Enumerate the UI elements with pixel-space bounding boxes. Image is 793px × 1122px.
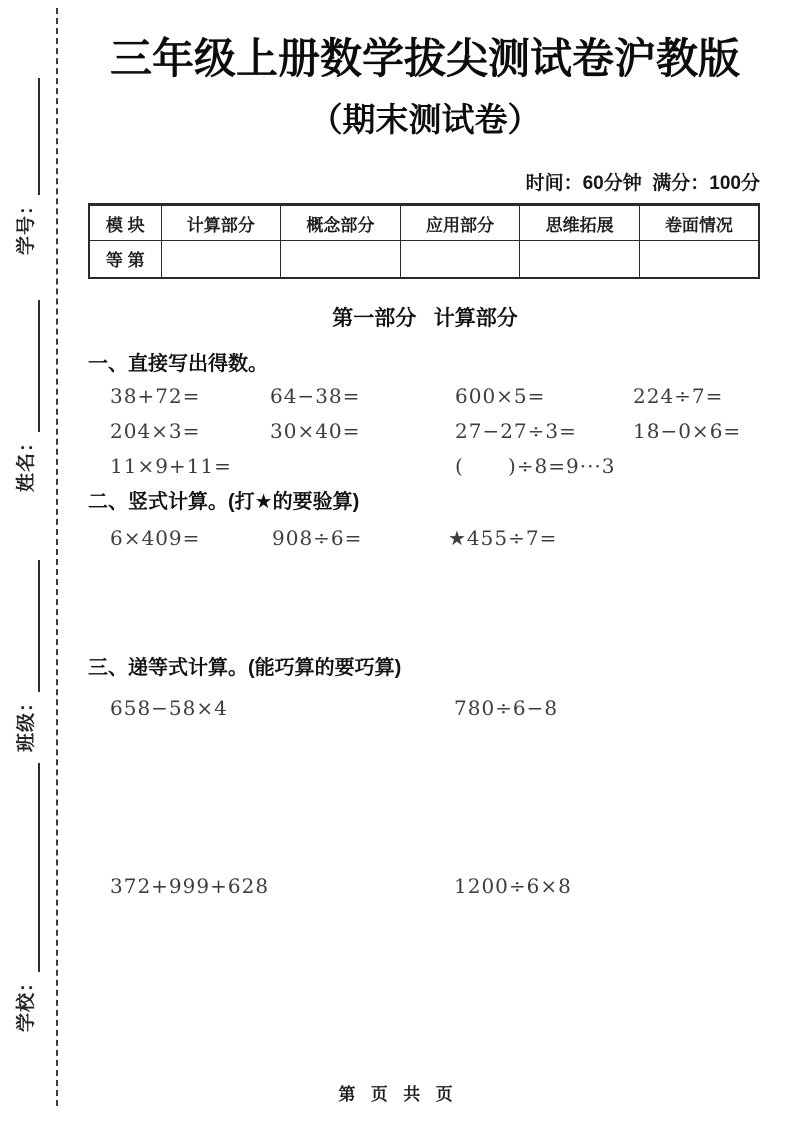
section1-title: 一、直接写出得数。 [88, 353, 268, 375]
problem: 658−58×4 [110, 696, 228, 720]
grade-cell [639, 241, 759, 278]
problem: 6×409= [110, 526, 201, 550]
score-table [88, 203, 762, 279]
problem: 11×9+11= [110, 454, 232, 478]
name-label: 姓名： [16, 431, 37, 492]
page-footer: 第 页 共 页 [338, 1085, 455, 1104]
score-table-grade-row [89, 241, 759, 278]
problem: 30×40= [270, 419, 361, 443]
score-header-presentation: 卷面情况 [639, 205, 759, 241]
school-blank-line [10, 763, 40, 972]
problem: 18−0×6= [633, 419, 742, 443]
section1-problems [88, 384, 762, 489]
score-header-concept: 概念部分 [281, 205, 401, 241]
grade-cell [281, 241, 401, 278]
grade-cell [520, 241, 640, 278]
class-label: 班级： [16, 691, 37, 752]
class-blank-line [10, 560, 40, 692]
school-label: 学校： [16, 971, 37, 1032]
score-header-module: 模 块 [89, 205, 161, 241]
score-header-thinking: 思维拓展 [520, 205, 640, 241]
problem: 780÷6−8 [454, 696, 559, 720]
binding-dashed-line [56, 8, 58, 1106]
score-table-header-row [89, 205, 759, 241]
problem: ( )÷8=9···3 [455, 454, 616, 478]
grade-cell [400, 241, 520, 278]
name-blank-line [10, 300, 40, 432]
sidebar-item-school [10, 763, 40, 1032]
section2-title: 二、竖式计算。(打★的要验算) [88, 491, 360, 513]
part1-heading: 第一部分 计算部分 [332, 307, 518, 330]
paper-content [88, 0, 762, 1122]
page-title: 三年级上册数学拔尖测试卷沪教版 [109, 35, 740, 82]
problem: 908÷6= [272, 526, 363, 550]
section3-title: 三、递等式计算。(能巧算的要巧算) [88, 657, 402, 679]
student-id-blank-line [10, 78, 40, 195]
sidebar-item-student-id [10, 78, 40, 255]
grade-cell [161, 241, 281, 278]
sidebar-item-class [10, 560, 40, 752]
problem: 372+999+628 [110, 874, 270, 898]
student-id-label: 学号： [16, 194, 37, 255]
sidebar-item-name [10, 300, 40, 492]
problem-starred: ★455÷7= [448, 526, 558, 550]
section3-problems-row2 [88, 874, 762, 898]
problem: 204×3= [110, 419, 201, 443]
problem: 224÷7= [633, 384, 724, 408]
problem: 600×5= [455, 384, 546, 408]
problem: 27−27÷3= [455, 419, 577, 443]
time-score-info: 时间：60分钟 满分：100分 [525, 173, 760, 194]
section2-problems [88, 526, 762, 550]
problem: 1200÷6×8 [454, 874, 572, 898]
score-header-application: 应用部分 [400, 205, 520, 241]
score-header-calculation: 计算部分 [161, 205, 281, 241]
page-subtitle: （期末测试卷） [309, 101, 541, 138]
problem: 64−38= [270, 384, 361, 408]
grade-row-label: 等 第 [89, 241, 161, 278]
section3-problems-row1 [88, 696, 762, 720]
problem: 38+72= [110, 384, 201, 408]
